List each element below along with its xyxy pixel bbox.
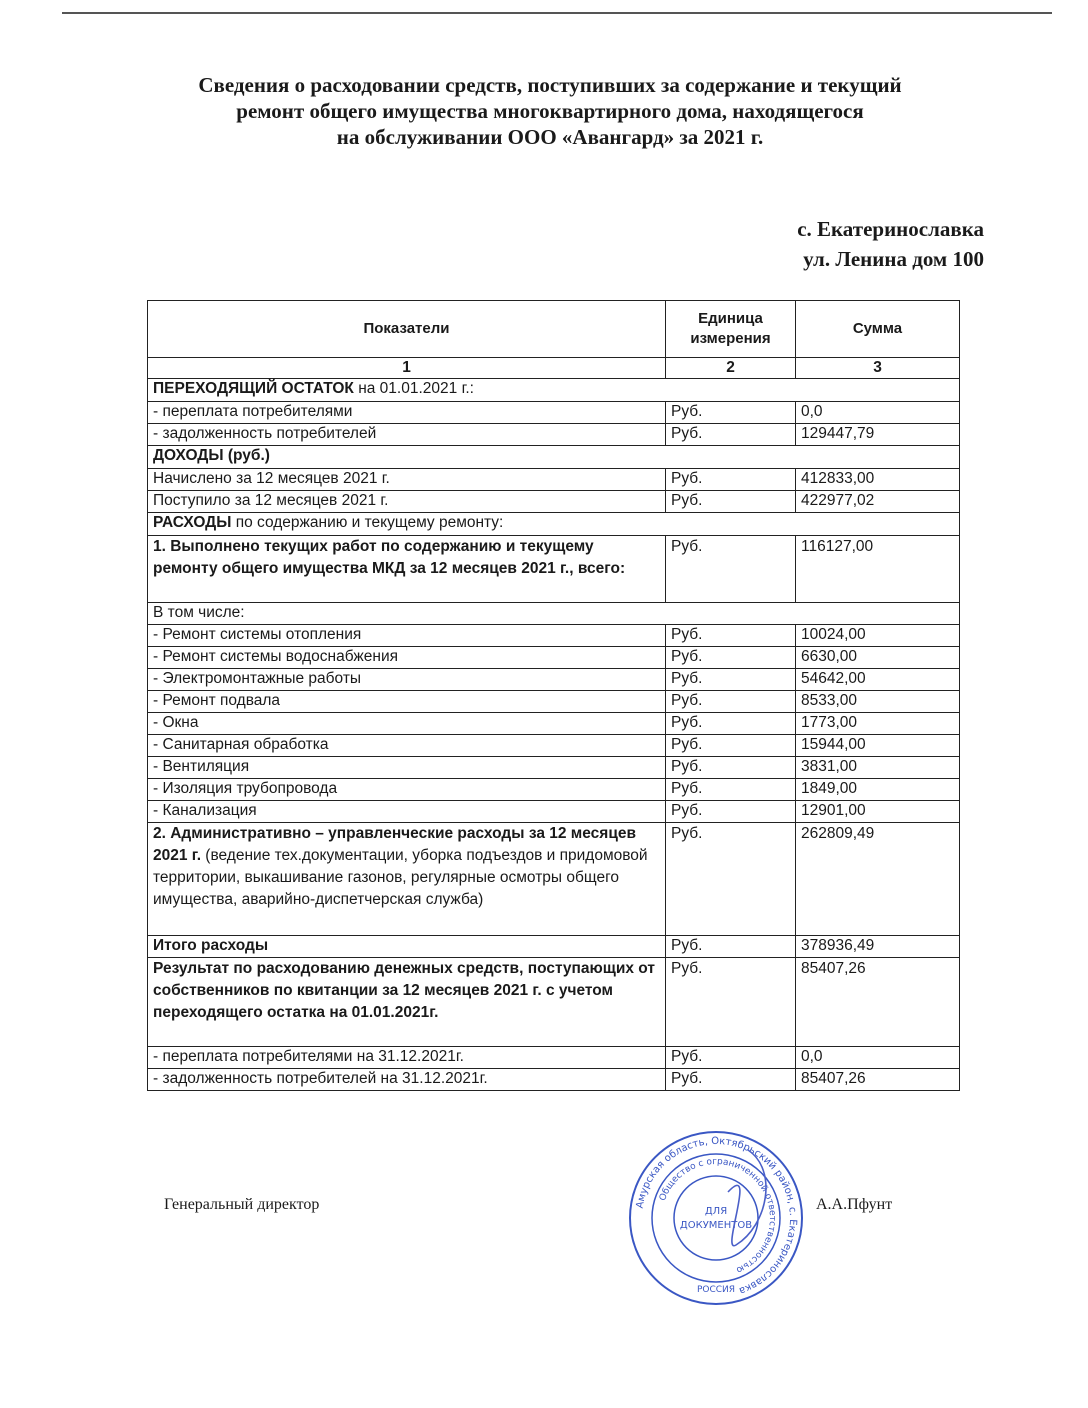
row-label: - Вентиляция: [148, 757, 666, 779]
table-row: [148, 735, 960, 757]
table-row: [148, 713, 960, 735]
col-number-1: 1: [148, 358, 666, 379]
table-row: [148, 801, 960, 823]
carryover-label-rest: на 01.01.2021 г.:: [353, 380, 474, 397]
row-unit: Руб.: [666, 713, 796, 735]
row-sum: 129447,79: [796, 424, 960, 446]
row-label: - Ремонт системы отопления: [148, 625, 666, 647]
header-indicator: Показатели: [148, 301, 666, 358]
row-label: - Изоляция трубопровода: [148, 779, 666, 801]
total-sum: 378936,49: [796, 936, 960, 958]
row-sum: 6630,00: [796, 647, 960, 669]
signatory-position: Генеральный директор: [164, 1196, 320, 1213]
stamp-center-2: ДОКУМЕНТОВ: [679, 1220, 753, 1231]
table-row: [148, 691, 960, 713]
result-sum: 85407,26: [796, 958, 960, 1047]
document-title: [100, 72, 1000, 150]
admin-sum: 262809,49: [796, 823, 960, 936]
table-row: [148, 647, 960, 669]
row-sum: 422977,02: [796, 491, 960, 513]
row-label: - задолженность потребителей: [148, 424, 666, 446]
carryover-label-bold: ПЕРЕХОДЯЩИЙ ОСТАТОК: [153, 380, 354, 397]
row-sum: 412833,00: [796, 469, 960, 491]
row-sum: 1773,00: [796, 713, 960, 735]
row-label: - задолженность потребителей на 31.12.2021г.: [148, 1069, 666, 1091]
result-unit: Руб.: [666, 958, 796, 1047]
row-sum: 0,0: [796, 1047, 960, 1069]
row-label: - Окна: [148, 713, 666, 735]
stamp-inner-path: Общество с ограниченной ответственностью: [658, 1156, 778, 1275]
row-unit: Руб.: [666, 691, 796, 713]
expenses-table: [147, 300, 960, 1091]
row-label: - Ремонт подвала: [148, 691, 666, 713]
stamp-ring-inner: [674, 1176, 758, 1260]
carryover-label: [148, 379, 960, 402]
admin-unit: Руб.: [666, 823, 796, 936]
table-row: [148, 669, 960, 691]
row-unit: Руб.: [666, 669, 796, 691]
table-row: [148, 1069, 960, 1091]
section-income: [148, 446, 960, 469]
row-label: Поступило за 12 месяцев 2021 г.: [148, 491, 666, 513]
row-sum: 54642,00: [796, 669, 960, 691]
table-row: [148, 491, 960, 513]
title-line-3: на обслуживании ООО «Авангард» за 2021 г.: [336, 125, 764, 149]
row-sum: 12901,00: [796, 801, 960, 823]
table-header-row: [148, 301, 960, 358]
section-carryover: [148, 379, 960, 402]
company-stamp: [628, 1130, 804, 1306]
total-expenses-row: [148, 936, 960, 958]
section-expenses: [148, 513, 960, 536]
row-sum: 3831,00: [796, 757, 960, 779]
works-label: 1. Выполнено текущих работ по содержанию и текущему ремонту общего имущества МКД за 12 месяцев 2021 г., всего:: [148, 536, 666, 603]
row-sum: 0,0: [796, 402, 960, 424]
row-label: - Ремонт системы водоснабжения: [148, 647, 666, 669]
expenses-label: [148, 513, 960, 536]
stamp-outer-path: Амурская область, Октябрьский район, с. Екатеринославка: [634, 1135, 799, 1297]
header-unit: Единица измерения: [666, 301, 796, 358]
expenses-label-bold: РАСХОДЫ: [153, 514, 232, 531]
total-unit: Руб.: [666, 936, 796, 958]
row-label: Начислено за 12 месяцев 2021 г.: [148, 469, 666, 491]
table-row: [148, 424, 960, 446]
income-label: ДОХОДЫ (руб.): [148, 446, 960, 469]
scan-edge-line: [62, 12, 1052, 14]
table-row: [148, 402, 960, 424]
row-label: - Канализация: [148, 801, 666, 823]
row-sum: 1849,00: [796, 779, 960, 801]
row-unit: Руб.: [666, 779, 796, 801]
row-unit: Руб.: [666, 1069, 796, 1091]
table-row: [148, 1047, 960, 1069]
works-total-row: [148, 536, 960, 603]
admin-expenses-row: [148, 823, 960, 936]
title-line-1: Сведения о расходовании средств, поступивших за содержание и текущий: [198, 73, 902, 97]
row-sum: 10024,00: [796, 625, 960, 647]
address-village: с. Екатеринославка: [797, 217, 984, 241]
row-label: - Санитарная обработка: [148, 735, 666, 757]
stamp-country: РОССИЯ: [696, 1285, 736, 1295]
row-sum: 8533,00: [796, 691, 960, 713]
result-row: [148, 958, 960, 1047]
header-sum: Сумма: [796, 301, 960, 358]
stamp-ring-middle: [652, 1154, 780, 1282]
works-unit: Руб.: [666, 536, 796, 603]
admin-label-bold: 2. Административно – управленческие расходы за 12 месяцев 2021 г.: [153, 825, 637, 864]
row-label: - переплата потребителями на 31.12.2021г.: [148, 1047, 666, 1069]
table-row: [148, 469, 960, 491]
row-sum: 15944,00: [796, 735, 960, 757]
admin-label: [148, 823, 666, 936]
row-unit: Руб.: [666, 424, 796, 446]
table-row: [148, 779, 960, 801]
admin-label-rest: (ведение тех.документации, уборка подъездов и придомовой территории, выкашивание газонов, регулярные осмотры общего имущества, аварийно-диспетчерская служба): [153, 847, 648, 908]
expenses-label-rest: по содержанию и текущему ремонту:: [231, 514, 504, 531]
row-unit: Руб.: [666, 801, 796, 823]
row-unit: Руб.: [666, 647, 796, 669]
total-label: Итого расходы: [148, 936, 666, 958]
row-unit: Руб.: [666, 469, 796, 491]
stamp-center-1: ДЛЯ: [704, 1206, 728, 1217]
row-unit: Руб.: [666, 625, 796, 647]
row-unit: Руб.: [666, 491, 796, 513]
row-sum: 85407,26: [796, 1069, 960, 1091]
row-label: - Электромонтажные работы: [148, 669, 666, 691]
row-label: - переплата потребителями: [148, 402, 666, 424]
address-street: ул. Ленина дом 100: [803, 247, 984, 271]
signatory-name: А.А.Пфунт: [816, 1196, 893, 1213]
row-unit: Руб.: [666, 735, 796, 757]
col-number-3: 3: [796, 358, 960, 379]
address-block: [797, 214, 984, 274]
row-unit: Руб.: [666, 402, 796, 424]
table-row: [148, 757, 960, 779]
including-label: В том числе:: [148, 603, 960, 625]
row-unit: Руб.: [666, 1047, 796, 1069]
works-sum: 116127,00: [796, 536, 960, 603]
row-unit: Руб.: [666, 757, 796, 779]
title-line-2: ремонт общего имущества многоквартирного дома, находящегося: [236, 99, 864, 123]
column-numbers-row: [148, 358, 960, 379]
table-row: [148, 625, 960, 647]
col-number-2: 2: [666, 358, 796, 379]
result-label: Результат по расходованию денежных средств, поступающих от собственников по квитанции за 12 месяцев 2021 г. с учетом переходящего остатка на 01.01.2021г.: [148, 958, 666, 1047]
including-row: [148, 603, 960, 625]
